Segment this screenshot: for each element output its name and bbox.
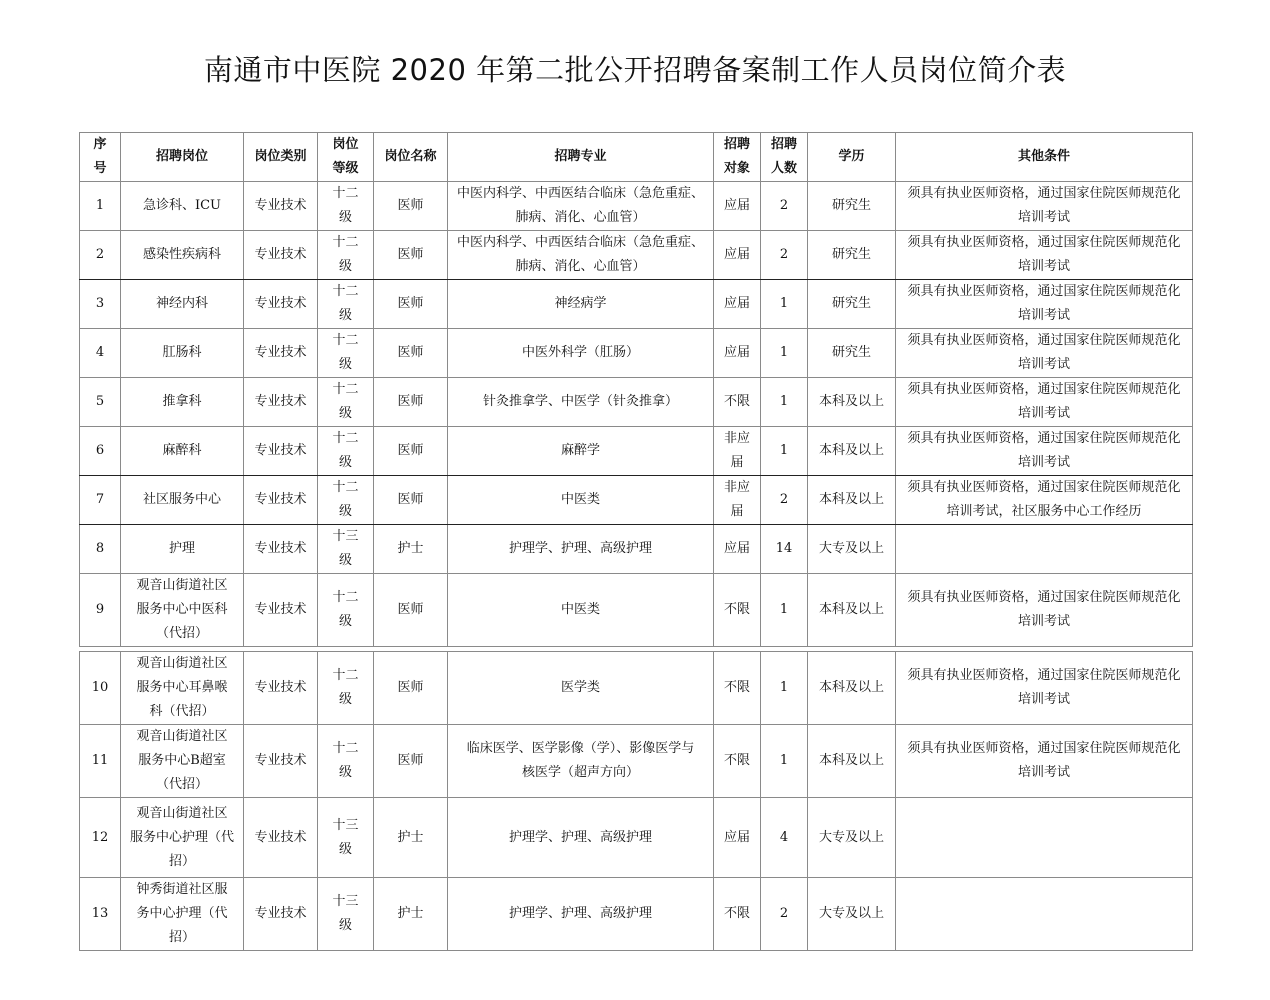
- cell-count: 2: [761, 231, 808, 280]
- cell-major: 神经病学: [448, 280, 714, 329]
- cell-grade: 十二 级: [318, 427, 374, 476]
- cell-name: 医师: [374, 574, 448, 647]
- cell-category: 专业技术: [244, 525, 318, 574]
- header-category: 岗位类别: [244, 133, 318, 182]
- cell-target: 非应 届: [714, 476, 761, 525]
- cell-other: 须具有执业医师资格，通过国家住院医师规范化 培训考试: [896, 280, 1193, 329]
- recruitment-table-continued: [79, 651, 1193, 951]
- cell-target: 应届: [714, 231, 761, 280]
- cell-edu: 研究生: [808, 182, 896, 231]
- cell-count: 2: [761, 476, 808, 525]
- cell-name: 医师: [374, 652, 448, 725]
- cell-count: 1: [761, 574, 808, 647]
- cell-name: 医师: [374, 231, 448, 280]
- cell-major: 中医内科学、中西医结合临床（急危重症、 肺病、消化、心血管）: [448, 231, 714, 280]
- cell-target: 非应 届: [714, 427, 761, 476]
- recruitment-table: [79, 132, 1193, 647]
- cell-grade: 十二 级: [318, 378, 374, 427]
- header-no: 序 号: [80, 133, 121, 182]
- cell-no: 6: [80, 427, 121, 476]
- cell-category: 专业技术: [244, 329, 318, 378]
- cell-other: 须具有执业医师资格，通过国家住院医师规范化 培训考试: [896, 652, 1193, 725]
- cell-grade: 十二 级: [318, 725, 374, 798]
- cell-no: 12: [80, 798, 121, 878]
- table-row: [80, 476, 1193, 525]
- table-row: [80, 652, 1193, 725]
- cell-other: 须具有执业医师资格，通过国家住院医师规范化 培训考试: [896, 329, 1193, 378]
- cell-count: 1: [761, 378, 808, 427]
- cell-post: 急诊科、ICU: [121, 182, 244, 231]
- header-name: 岗位名称: [374, 133, 448, 182]
- cell-count: 4: [761, 798, 808, 878]
- cell-name: 护士: [374, 798, 448, 878]
- cell-post: 社区服务中心: [121, 476, 244, 525]
- cell-major: 麻醉学: [448, 427, 714, 476]
- cell-category: 专业技术: [244, 182, 318, 231]
- cell-other: [896, 798, 1193, 878]
- cell-edu: 研究生: [808, 329, 896, 378]
- table-row: [80, 182, 1193, 231]
- cell-post: 麻醉科: [121, 427, 244, 476]
- table-row: [80, 798, 1193, 878]
- cell-no: 13: [80, 878, 121, 951]
- cell-target: 不限: [714, 378, 761, 427]
- cell-edu: 本科及以上: [808, 427, 896, 476]
- cell-other: 须具有执业医师资格，通过国家住院医师规范化 培训考试，社区服务中心工作经历: [896, 476, 1193, 525]
- table-row: [80, 231, 1193, 280]
- cell-no: 10: [80, 652, 121, 725]
- cell-edu: 研究生: [808, 231, 896, 280]
- cell-no: 8: [80, 525, 121, 574]
- cell-post: 感染性疾病科: [121, 231, 244, 280]
- cell-grade: 十三 级: [318, 878, 374, 951]
- cell-other: [896, 525, 1193, 574]
- cell-edu: 本科及以上: [808, 574, 896, 647]
- cell-post: 观音山街道社区 服务中心B超室 （代招）: [121, 725, 244, 798]
- page-title: 南通市中医院 2020 年第二批公开招聘备案制工作人员岗位简介表: [203, 53, 1067, 87]
- cell-target: 不限: [714, 574, 761, 647]
- table-row: [80, 574, 1193, 647]
- cell-category: 专业技术: [244, 652, 318, 725]
- cell-count: 2: [761, 878, 808, 951]
- cell-edu: 本科及以上: [808, 725, 896, 798]
- cell-grade: 十二 级: [318, 231, 374, 280]
- cell-post: 观音山街道社区 服务中心耳鼻喉 科（代招）: [121, 652, 244, 725]
- cell-grade: 十二 级: [318, 182, 374, 231]
- header-grade: 岗位 等级: [318, 133, 374, 182]
- cell-post: 肛肠科: [121, 329, 244, 378]
- cell-edu: 大专及以上: [808, 525, 896, 574]
- cell-name: 医师: [374, 476, 448, 525]
- cell-target: 应届: [714, 798, 761, 878]
- cell-grade: 十三 级: [318, 798, 374, 878]
- cell-major: 中医外科学（肛肠）: [448, 329, 714, 378]
- cell-category: 专业技术: [244, 427, 318, 476]
- cell-no: 9: [80, 574, 121, 647]
- cell-edu: 本科及以上: [808, 378, 896, 427]
- table-row: [80, 427, 1193, 476]
- cell-count: 14: [761, 525, 808, 574]
- cell-no: 11: [80, 725, 121, 798]
- cell-category: 专业技术: [244, 574, 318, 647]
- cell-major: 护理学、护理、高级护理: [448, 798, 714, 878]
- cell-category: 专业技术: [244, 476, 318, 525]
- cell-category: 专业技术: [244, 878, 318, 951]
- cell-edu: 本科及以上: [808, 476, 896, 525]
- cell-count: 1: [761, 725, 808, 798]
- table-row: [80, 878, 1193, 951]
- cell-category: 专业技术: [244, 280, 318, 329]
- header-other: 其他条件: [896, 133, 1193, 182]
- cell-target: 应届: [714, 182, 761, 231]
- cell-name: 护士: [374, 878, 448, 951]
- header-count: 招聘 人数: [761, 133, 808, 182]
- cell-major: 护理学、护理、高级护理: [448, 525, 714, 574]
- header-target: 招聘 对象: [714, 133, 761, 182]
- cell-edu: 大专及以上: [808, 878, 896, 951]
- cell-post: 神经内科: [121, 280, 244, 329]
- cell-name: 医师: [374, 329, 448, 378]
- cell-post: 观音山街道社区 服务中心中医科 （代招）: [121, 574, 244, 647]
- header-major: 招聘专业: [448, 133, 714, 182]
- table-row: [80, 329, 1193, 378]
- cell-target: 不限: [714, 652, 761, 725]
- cell-other: [896, 878, 1193, 951]
- cell-major: 临床医学、医学影像（学）、影像医学与 核医学（超声方向）: [448, 725, 714, 798]
- header-post: 招聘岗位: [121, 133, 244, 182]
- cell-major: 中医类: [448, 476, 714, 525]
- cell-name: 医师: [374, 280, 448, 329]
- cell-grade: 十二 级: [318, 652, 374, 725]
- cell-target: 不限: [714, 725, 761, 798]
- cell-no: 2: [80, 231, 121, 280]
- cell-category: 专业技术: [244, 231, 318, 280]
- cell-grade: 十二 级: [318, 329, 374, 378]
- cell-other: 须具有执业医师资格，通过国家住院医师规范化 培训考试: [896, 725, 1193, 798]
- cell-target: 应届: [714, 525, 761, 574]
- cell-edu: 研究生: [808, 280, 896, 329]
- cell-post: 推拿科: [121, 378, 244, 427]
- cell-edu: 大专及以上: [808, 798, 896, 878]
- cell-other: 须具有执业医师资格，通过国家住院医师规范化 培训考试: [896, 574, 1193, 647]
- table-row: [80, 280, 1193, 329]
- table-header-row: [80, 133, 1193, 182]
- cell-count: 1: [761, 329, 808, 378]
- cell-count: 1: [761, 427, 808, 476]
- cell-no: 3: [80, 280, 121, 329]
- table-row: [80, 725, 1193, 798]
- cell-major: 医学类: [448, 652, 714, 725]
- cell-name: 医师: [374, 378, 448, 427]
- cell-other: 须具有执业医师资格，通过国家住院医师规范化 培训考试: [896, 231, 1193, 280]
- cell-other: 须具有执业医师资格，通过国家住院医师规范化 培训考试: [896, 182, 1193, 231]
- cell-count: 2: [761, 182, 808, 231]
- cell-target: 不限: [714, 878, 761, 951]
- cell-post: 钟秀街道社区服 务中心护理（代 招）: [121, 878, 244, 951]
- cell-major: 中医类: [448, 574, 714, 647]
- cell-other: 须具有执业医师资格，通过国家住院医师规范化 培训考试: [896, 378, 1193, 427]
- cell-edu: 本科及以上: [808, 652, 896, 725]
- cell-target: 应届: [714, 329, 761, 378]
- cell-other: 须具有执业医师资格，通过国家住院医师规范化 培训考试: [896, 427, 1193, 476]
- cell-grade: 十二 级: [318, 476, 374, 525]
- cell-grade: 十二 级: [318, 574, 374, 647]
- cell-major: 针灸推拿学、中医学（针灸推拿）: [448, 378, 714, 427]
- cell-count: 1: [761, 280, 808, 329]
- cell-category: 专业技术: [244, 798, 318, 878]
- cell-grade: 十三 级: [318, 525, 374, 574]
- cell-post: 护理: [121, 525, 244, 574]
- cell-target: 应届: [714, 280, 761, 329]
- cell-no: 7: [80, 476, 121, 525]
- table-row: [80, 525, 1193, 574]
- header-edu: 学历: [808, 133, 896, 182]
- table-row: [80, 378, 1193, 427]
- cell-name: 医师: [374, 182, 448, 231]
- cell-major: 中医内科学、中西医结合临床（急危重症、 肺病、消化、心血管）: [448, 182, 714, 231]
- cell-category: 专业技术: [244, 725, 318, 798]
- cell-category: 专业技术: [244, 378, 318, 427]
- cell-post: 观音山街道社区 服务中心护理（代 招）: [121, 798, 244, 878]
- cell-no: 1: [80, 182, 121, 231]
- cell-no: 5: [80, 378, 121, 427]
- cell-name: 医师: [374, 427, 448, 476]
- cell-count: 1: [761, 652, 808, 725]
- cell-name: 医师: [374, 725, 448, 798]
- cell-name: 护士: [374, 525, 448, 574]
- cell-grade: 十二 级: [318, 280, 374, 329]
- cell-no: 4: [80, 329, 121, 378]
- cell-major: 护理学、护理、高级护理: [448, 878, 714, 951]
